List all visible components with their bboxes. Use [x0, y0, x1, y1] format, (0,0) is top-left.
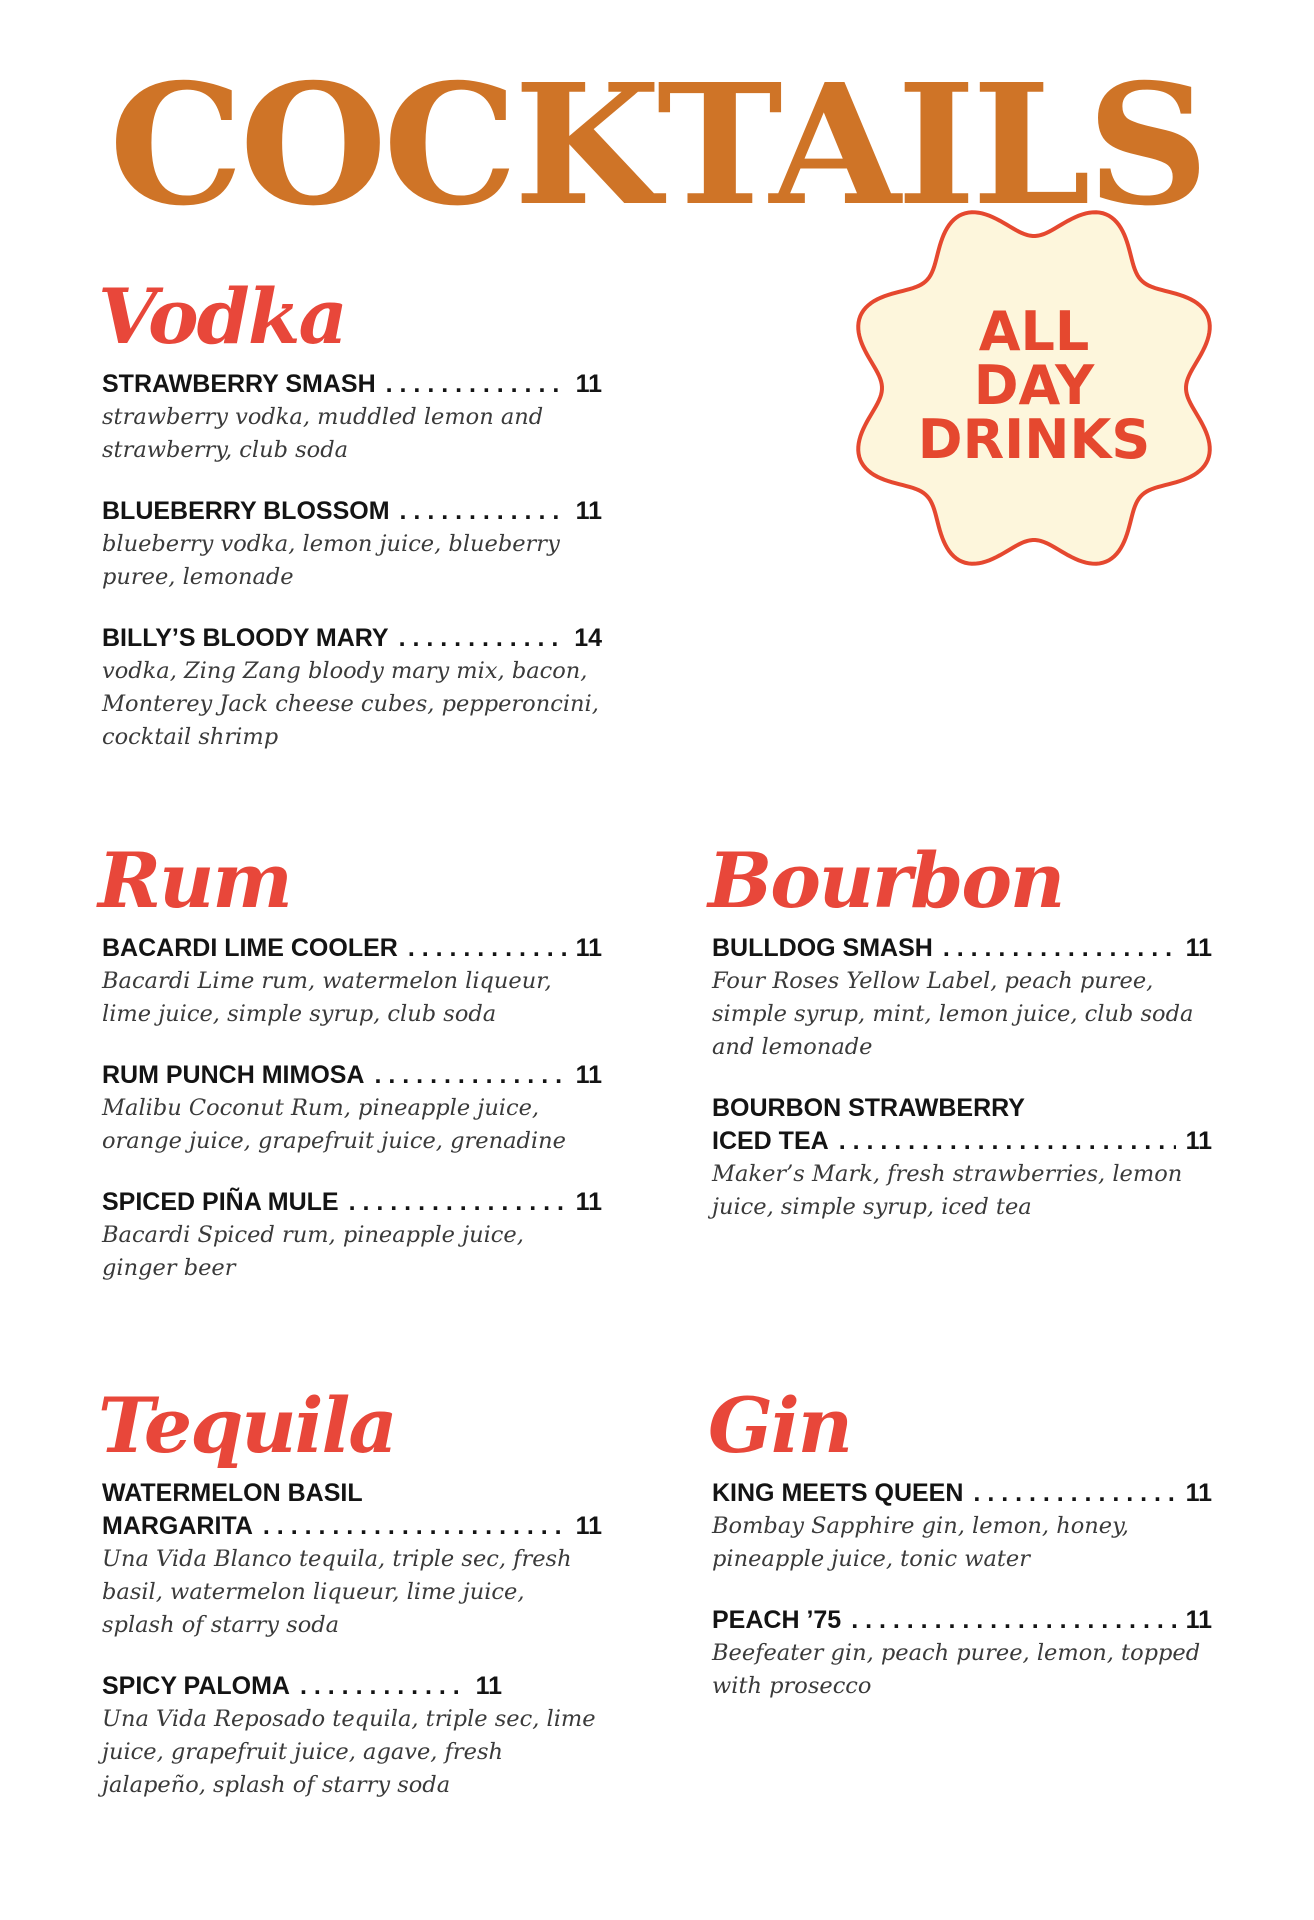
item-price: 11 — [575, 1061, 602, 1089]
leader-dots — [973, 1477, 1175, 1510]
item-price: 11 — [575, 1188, 602, 1216]
item-price: 11 — [1185, 934, 1212, 962]
menu-item — [102, 1059, 602, 1158]
item-name: RUM PUNCH MIMOSA — [102, 1061, 365, 1089]
section-title: Tequila — [98, 1381, 396, 1470]
item-name-line1: BOURBON STRAWBERRY — [712, 1094, 1025, 1122]
section-bourbon — [708, 836, 1212, 1252]
badge-line-1: ALL — [978, 300, 1090, 363]
item-name: BULLDOG SMASH — [712, 934, 933, 962]
section-tequila — [98, 1381, 602, 1830]
menu-item — [102, 368, 602, 467]
leader-dots — [839, 1125, 1176, 1158]
item-price: 11 — [475, 1672, 502, 1700]
item-name: PEACH ’75 — [712, 1606, 842, 1634]
item-description: Maker’s Mark, fresh strawberries, lemon juice, simple syrup, iced tea — [712, 1161, 1183, 1220]
section-title: Rum — [98, 836, 291, 925]
item-price: 11 — [575, 370, 602, 398]
item-name: BACARDI LIME COOLER — [102, 934, 398, 962]
item-description: strawberry vodka, muddled lemon and strawberry, club soda — [102, 404, 544, 463]
section-title: Vodka — [98, 272, 346, 361]
menu-item — [102, 622, 602, 754]
item-name-line1: WATERMELON BASIL — [102, 1479, 363, 1507]
item-price: 14 — [574, 624, 602, 652]
item-description: Malibu Coconut Rum, pineapple juice, orange juice, grapefruit juice, grenadine — [102, 1095, 566, 1154]
item-description: Una Vida Reposado tequila, triple sec, lime juice, grapefruit juice, agave, fresh jalapeño, splash of starry soda — [102, 1706, 596, 1798]
section-gin — [708, 1381, 1212, 1731]
item-price: 11 — [575, 1512, 602, 1540]
item-description: Four Roses Yellow Label, peach puree, simple syrup, mint, lemon juice, club soda and lemonade — [712, 968, 1194, 1060]
item-name: ICED TEA — [712, 1127, 829, 1155]
section-title: Gin — [708, 1381, 852, 1470]
leader-dots — [399, 622, 565, 655]
menu-item — [102, 1670, 596, 1802]
item-price: 11 — [1185, 1606, 1212, 1634]
item-description: vodka, Zing Zang bloody mary mix, bacon, Monterey Jack cheese cubes, pepperoncini, cocktail shrimp — [102, 658, 599, 750]
item-description: Bacardi Spiced rum, pineapple juice, ginger beer — [102, 1222, 524, 1281]
section-rum — [98, 836, 602, 1313]
leader-dots — [386, 368, 566, 401]
item-name: MARGARITA — [102, 1512, 253, 1540]
leader-dots — [408, 932, 566, 965]
menu-item — [102, 932, 602, 1031]
menu-title: COCKTAILS — [108, 48, 1206, 243]
section-title: Bourbon — [708, 836, 1064, 925]
leader-dots — [943, 932, 1176, 965]
leader-dots — [375, 1059, 566, 1092]
item-description: blueberry vodka, lemon juice, blueberry puree, lemonade — [102, 531, 560, 590]
item-price: 11 — [575, 497, 602, 525]
item-name: BILLY’S BLOODY MARY — [102, 624, 389, 652]
item-price: 11 — [1185, 1479, 1212, 1507]
leader-dots — [349, 1186, 566, 1219]
leader-dots — [263, 1510, 566, 1543]
item-name: KING MEETS QUEEN — [712, 1479, 964, 1507]
menu-item — [712, 1604, 1212, 1703]
item-price: 11 — [1185, 1127, 1212, 1155]
item-name: SPICED PIÑA MULE — [102, 1188, 339, 1216]
item-price: 11 — [575, 934, 602, 962]
badge-line-3: DRINKS — [917, 408, 1151, 471]
all-day-drinks-badge — [834, 188, 1234, 588]
item-name: STRAWBERRY SMASH — [102, 370, 376, 398]
leader-dots — [400, 495, 566, 528]
leader-dots — [851, 1604, 1175, 1637]
section-vodka — [98, 272, 602, 782]
item-description: Beefeater gin, peach puree, lemon, topped with prosecco — [712, 1640, 1201, 1699]
menu-item — [712, 1092, 1212, 1224]
menu-item — [712, 1477, 1212, 1576]
item-description: Una Vida Blanco tequila, triple sec, fresh basil, watermelon liqueur, lime juice, splash of starry soda — [102, 1546, 572, 1638]
item-name: SPICY PALOMA — [102, 1672, 290, 1700]
menu-item — [102, 1186, 602, 1285]
leader-dots — [300, 1670, 466, 1703]
item-description: Bombay Sapphire gin, lemon, honey, pineapple juice, tonic water — [712, 1513, 1129, 1572]
item-name: BLUEBERRY BLOSSOM — [102, 497, 390, 525]
menu-item — [712, 932, 1212, 1064]
badge-line-2: DAY — [973, 354, 1095, 417]
item-description: Bacardi Lime rum, watermelon liqueur, lime juice, simple syrup, club soda — [102, 968, 552, 1027]
menu-item — [102, 495, 602, 594]
menu-item — [102, 1477, 602, 1642]
